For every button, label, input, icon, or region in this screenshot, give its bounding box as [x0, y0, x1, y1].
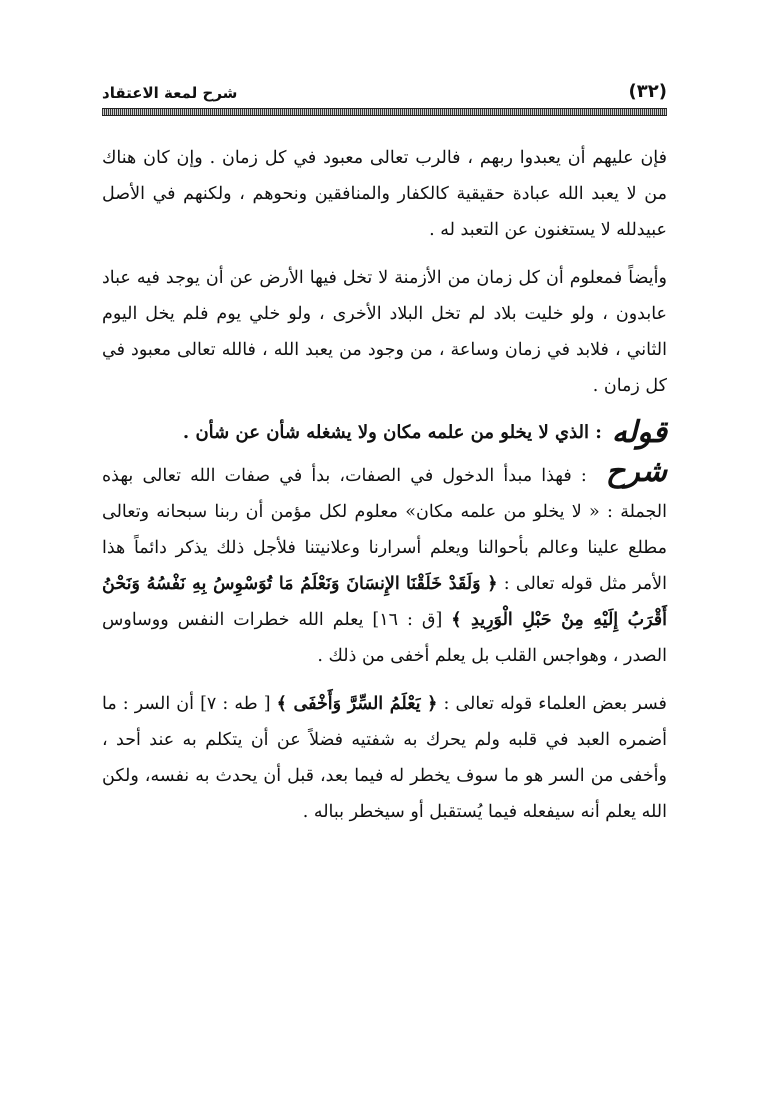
text-intro: فسر بعض العلماء قوله تعالى : [443, 694, 667, 714]
text-line: يعبد الله ، فالله تعالى معبود في كل زمان . [102, 340, 667, 396]
page-content [102, 140, 667, 830]
matn-text: : الذي لا يخلو من علمه مكان ولا يشغله شأن عن شأن . [182, 422, 602, 443]
text-line: بل يعلم أخفى من ذلك . [317, 646, 490, 666]
page-number: (٣٢) [628, 81, 667, 102]
book-title: شرح لمعة الاعتقاد [102, 84, 238, 102]
text-line: فلأجل ذلك يذكر دائماً هذا الأمر مثل قوله تعالى : [102, 538, 667, 594]
text-line: وأيضاً فمعلوم أن كل زمان من الأزمنة لا تخل فيها الأرض عن أن [205, 268, 667, 288]
qawl-label: قوله [611, 415, 667, 450]
quran-verse-line: الإِنسَانَ وَنَعْلَمُ مَا تُوَسْوِسُ بِهِ نَفْسُهُ وَنَحْنُ أَقْرَبُ إِلَيْهِ مِنْ حَبْلِ الْوَرِيدِ ﴾ [102, 574, 667, 630]
verse-reference: [ طه : ٧] أن [176, 694, 271, 714]
quran-verse: ﴿ يَعْلَمُ السِّرَّ وَأَخْفَى ﴾ [276, 694, 438, 714]
sharh-paragraph [102, 454, 667, 674]
text-line: كان هناك من لا يعبد الله عبادة حقيقية كالكفار والمنافقين ونحوهم ، [102, 148, 667, 204]
text-line: يوجد فيه عباد عابدون ، ولو خليت بلاد لم تخل البلاد الأخرى ، ولو [102, 268, 667, 324]
text-line: بهذه الجملة : « لا يخلو من علمه مكان» معلوم لكل مؤمن أن ربنا [102, 466, 667, 522]
matn-line [102, 412, 667, 454]
text-line: خلي يوم فلم يخل اليوم الثاني ، فلابد في زمان وساعة ، من وجود من [102, 304, 667, 360]
page-header [102, 78, 667, 102]
paragraph-2 [102, 260, 667, 404]
quran-verse-start: ﴿ وَلَقَدْ خَلَقْنَا [405, 574, 498, 594]
text-line: السر : ما أضمره العبد في قلبه ولم يحرك به شفتيه فضلاً عن أن يتكلم [102, 694, 667, 750]
header-rule [102, 108, 667, 116]
text-line: فإن عليهم أن يعبدوا ربهم ، فالرب تعالى معبود في كل زمان . وإن [176, 148, 667, 168]
text-line: [ق : ١٦] يعلم الله خطرات النفس ووساوس الصدر ، وهواجس القلب [102, 610, 667, 666]
paragraph-3 [102, 686, 667, 830]
text-line: : فهذا مبدأ الدخول في الصفات، بدأ في صفات الله تعالى [142, 466, 587, 486]
text-line: بباله . [302, 802, 345, 822]
text-line: ولكنهم في الأصل عبيدلله لا يستغنون عن التعبد له . [102, 184, 667, 240]
text-line: سبحانه وتعالى مطلع علينا وعالم بأحوالنا ويعلم أسرارنا وعلانيتنا [102, 502, 667, 558]
sharh-label: شرح [605, 454, 667, 489]
text-line: يحدث به نفسه، ولكن الله يعلم أنه سيفعله فيما يُستقبل أو سيخطر [102, 766, 667, 822]
text-line: به عند أحد ، وأخفى من السر هو ما سوف يخطر له فيما بعد، قبل أن [102, 730, 667, 786]
paragraph-1 [102, 140, 667, 248]
